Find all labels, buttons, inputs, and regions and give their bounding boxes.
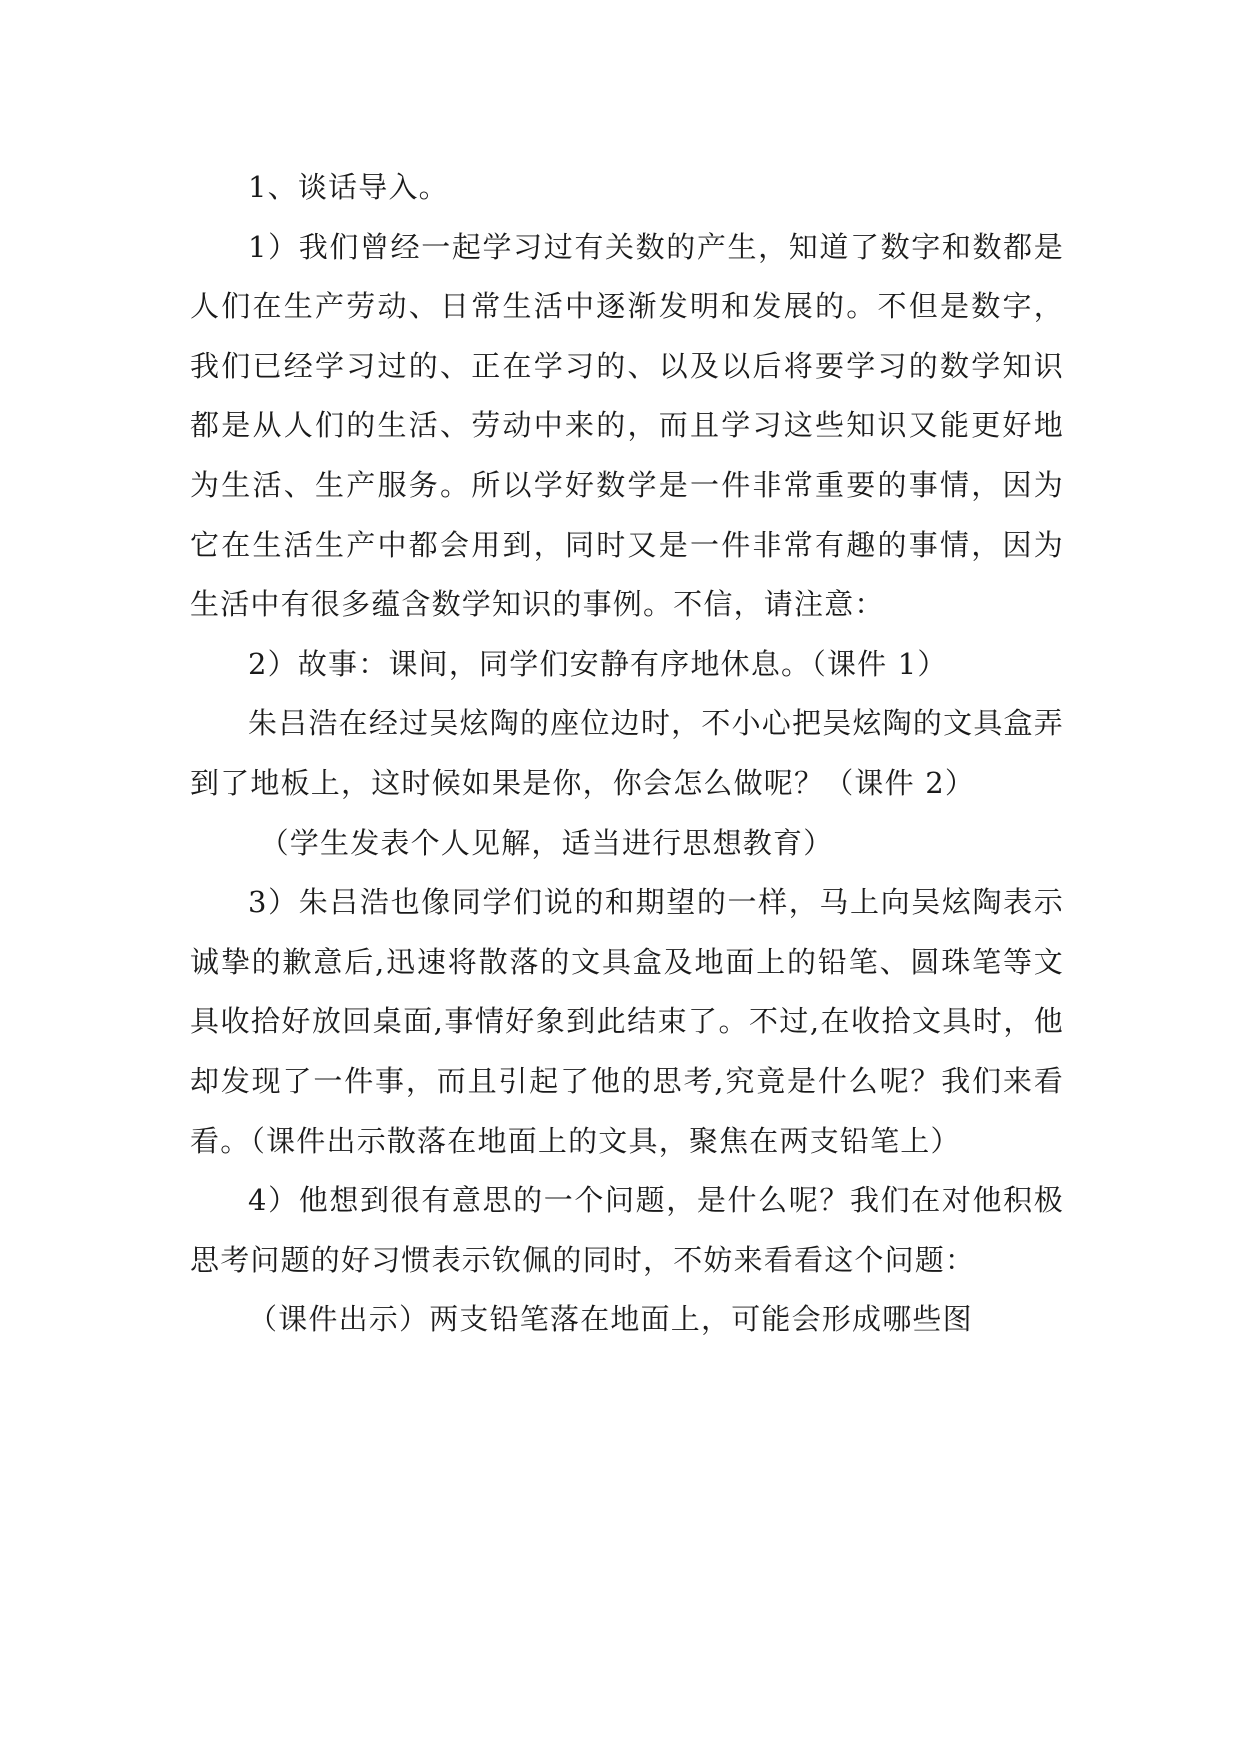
- paragraph-1-number-origin: 1）我们曾经一起学习过有关数的产生，知道了数字和数都是人们在生产劳动、日常生活中逐渐发明和发展的。不但是数字，我们已经学习过的、正在学习的、以及以后将要学习的数学知识都是从人们的生活、劳动中来的，而且学习这些知识又能更好地为生活、生产服务。所以学好数学是一件非常重要的事情，因为它在生活生产中都会用到，同时又是一件非常有趣的事情，因为生活中有很多蕴含数学知识的事例。不信，请注意：: [190, 229, 1064, 622]
- paragraph-student-opinions: （学生发表个人见解，适当进行思想教育）: [259, 825, 834, 860]
- paragraph-courseware-pencils: （课件出示）两支铅笔落在地面上，可能会形成哪些图: [248, 1302, 973, 1337]
- document-body: [190, 158, 1064, 1350]
- paragraph-2-story: 2）故事：课间，同学们安静有序地休息。（课件 1）: [248, 646, 948, 681]
- paragraph-heading-conversation-intro: 1、谈话导入。: [248, 170, 449, 204]
- paragraph-3-apology: 3）朱吕浩也像同学们说的和期望的一样，马上向吴炫陶表示诚挚的歉意后,迅速将散落的文具盒及地面上的铅笔、圆珠笔等文具收拾好放回桌面,事情好象到此结束了。不过,在收拾文具时，他却发现了一件事，而且引起了他的思考,究竟是什么呢？我们来看看。（课件出示散落在地面上的文具，聚焦在两支铅笔上）: [190, 885, 1064, 1158]
- paragraph-4-question: 4）他想到很有意思的一个问题，是什么呢？我们在对他积极思考问题的好习惯表示钦佩的同时，不妨来看看这个问题：: [190, 1183, 1064, 1277]
- paragraph-story-continuation: 朱吕浩在经过吴炫陶的座位边时，不小心把吴炫陶的文具盒弄到了地板上，这时候如果是你，你会怎么做呢？（课件 2）: [190, 706, 1064, 800]
